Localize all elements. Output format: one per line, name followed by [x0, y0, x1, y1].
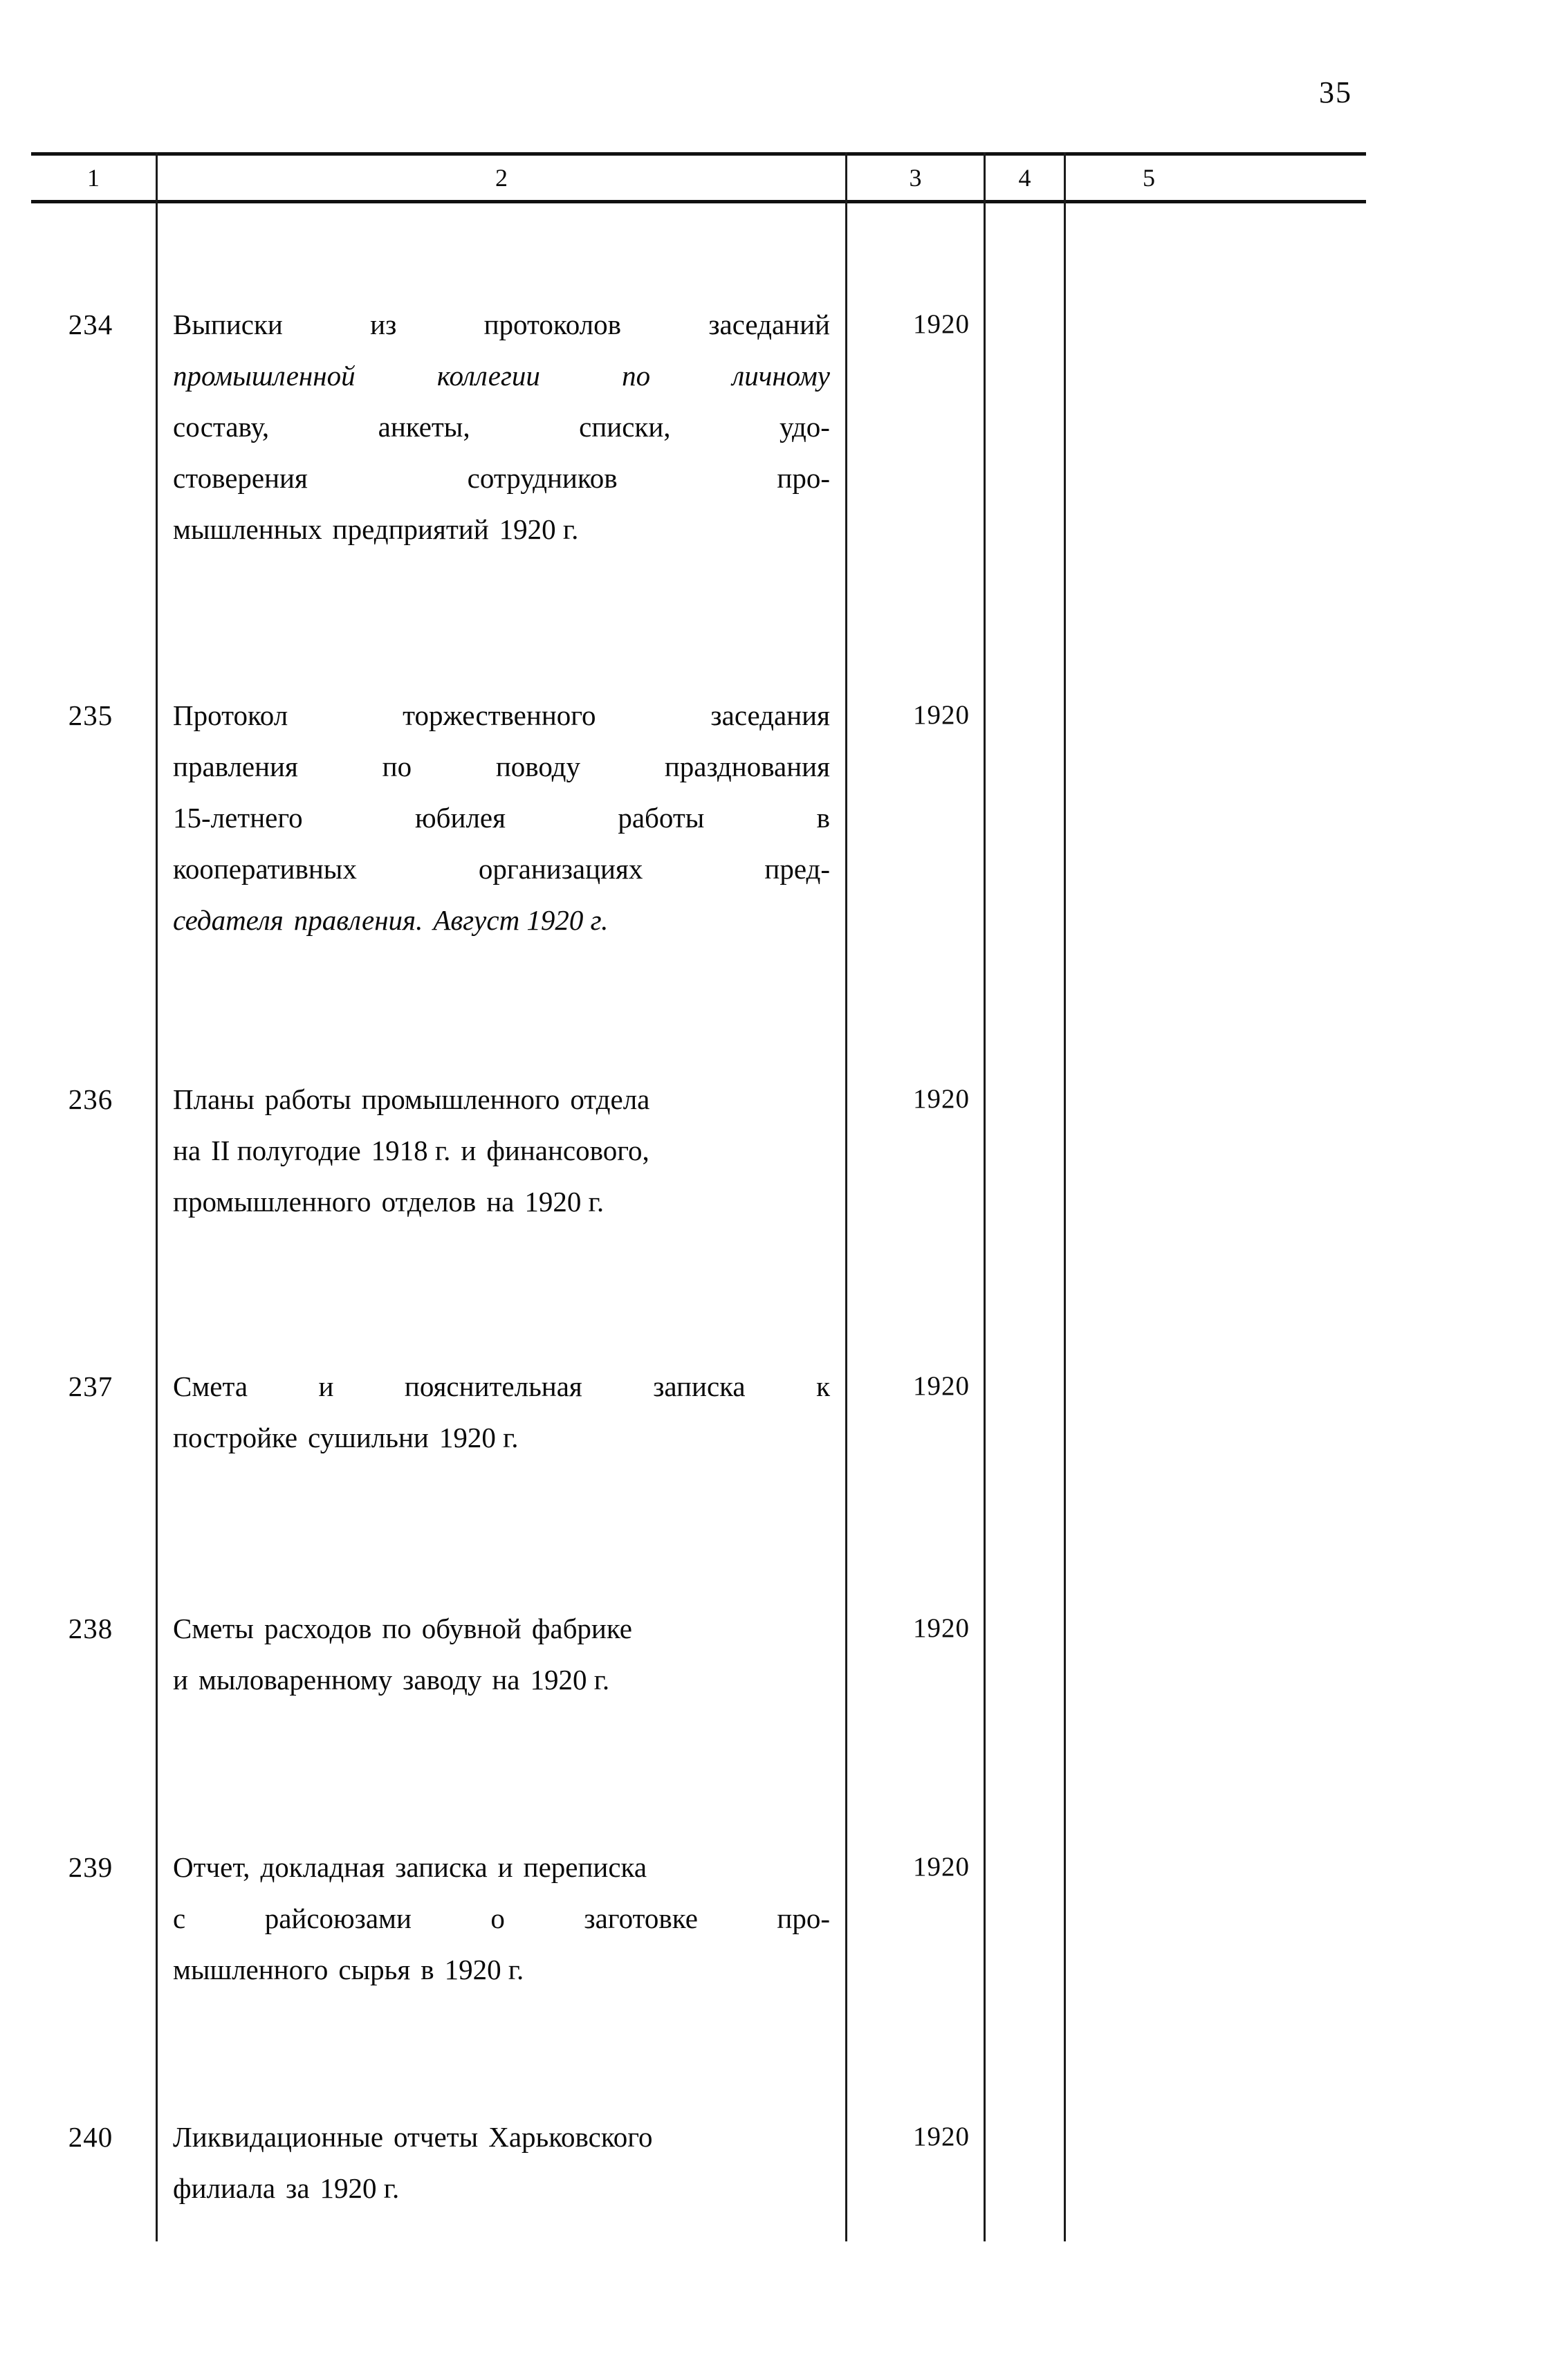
row-year: 1920 — [913, 1084, 970, 1114]
description-line: мышленных предприятий 1920 г. — [173, 513, 579, 545]
description-line: кооперативных организациях пред- — [173, 853, 830, 885]
column-divider-1 — [156, 152, 158, 2241]
column-divider-3 — [984, 152, 986, 2241]
column-divider-4 — [1064, 152, 1066, 2241]
description-line: мышленного сырья в 1920 г. — [173, 1954, 524, 1985]
row-item-number: 234 — [68, 309, 113, 340]
row-item-number: 236 — [68, 1083, 113, 1115]
description-line: 15-летнего юбилея работы в — [173, 802, 830, 834]
row-item-number: 237 — [68, 1370, 113, 1402]
row-year: 1920 — [913, 309, 970, 339]
row-item-number: 238 — [68, 1613, 113, 1644]
row-description — [173, 1615, 830, 1717]
description-line: филиала за 1920 г. — [173, 2172, 400, 2204]
description-line: промышленного отделов на 1920 г. — [173, 1186, 605, 1218]
description-line: седателя правления. Август 1920 г. — [173, 904, 609, 936]
description-line: Протокол торжественного заседания — [173, 699, 830, 731]
row-description — [173, 1853, 830, 2007]
description-line: Смета и пояснительная записка к — [173, 1370, 830, 1402]
description-line: и мыловаренному заводу на 1920 г. — [173, 1664, 610, 1696]
description-line: с райсоюзами о заготовке про- — [173, 1902, 830, 1934]
column-header-2: 2 — [495, 164, 508, 192]
column-header-4: 4 — [1018, 164, 1031, 192]
description-line: Планы работы промышленного отдела — [173, 1083, 650, 1115]
row-item-number: 239 — [68, 1851, 113, 1883]
row-description — [173, 1085, 830, 1239]
table-header-row — [31, 156, 1366, 200]
description-line: стоверения сотрудников про- — [173, 462, 830, 494]
column-header-5: 5 — [1143, 164, 1155, 192]
row-description — [173, 311, 830, 567]
description-line: Сметы расходов по обувной фабрике — [173, 1613, 632, 1644]
description-line: Отчет, докладная записка и переписка — [173, 1851, 647, 1883]
row-description — [173, 701, 830, 957]
column-divider-2 — [845, 152, 847, 2241]
inventory-table — [31, 152, 1366, 2241]
row-description — [173, 1370, 830, 1475]
description-line: Выписки из протоколов заседаний — [173, 309, 830, 340]
row-year: 1920 — [913, 1613, 970, 1643]
description-line: правления по поводу празднования — [173, 751, 830, 782]
row-year: 1920 — [913, 700, 970, 730]
description-line: промышленной коллегии по личному — [173, 360, 830, 392]
row-item-number: 240 — [68, 2121, 113, 2153]
description-line: постройке сушильни 1920 г. — [173, 1422, 519, 1453]
page-number: 35 — [1319, 75, 1352, 109]
description-line: Ликвидационные отчеты Харьковского — [173, 2121, 653, 2153]
description-line: составу, анкеты, списки, удо- — [173, 411, 830, 443]
description-line: на II полугодие 1918 г. и финансового, — [173, 1135, 649, 1166]
column-header-3: 3 — [909, 164, 922, 192]
row-year: 1920 — [913, 2122, 970, 2151]
row-item-number: 235 — [68, 699, 113, 731]
row-description — [173, 2123, 830, 2225]
column-header-1: 1 — [87, 164, 100, 192]
row-year: 1920 — [913, 1371, 970, 1401]
table-header-rule — [31, 200, 1366, 203]
row-year: 1920 — [913, 1852, 970, 1882]
